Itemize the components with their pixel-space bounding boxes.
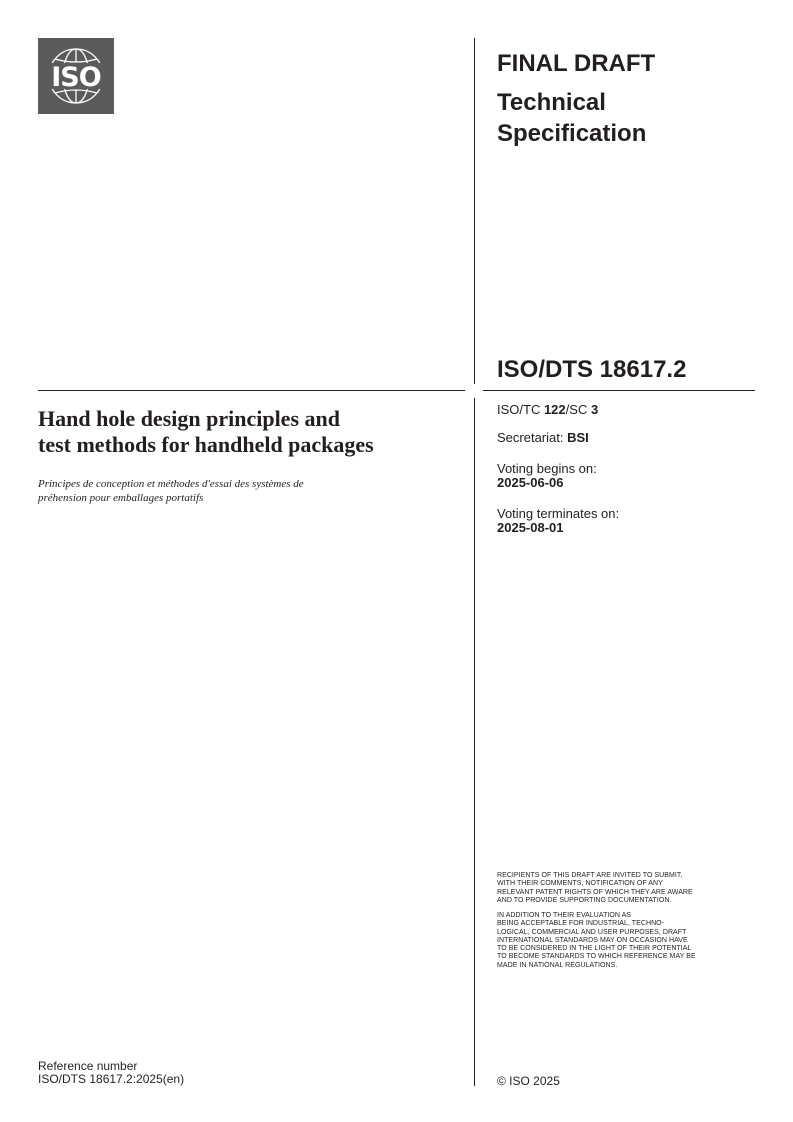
- french-title-line2: préhension pour emballages portatifs: [38, 492, 204, 504]
- notice-line: MADE IN NATIONAL REGULATIONS.: [497, 961, 618, 969]
- french-title-line1: Principes de conception et méthodes d'essai des systèmes de: [38, 478, 304, 490]
- notice-line: TO BE CONSIDERED IN THE LIGHT OF THEIR POTENTIAL: [497, 945, 692, 953]
- vertical-divider-bottom: [474, 398, 475, 1086]
- notice-line: RECIPIENTS OF THIS DRAFT ARE INVITED TO SUBMIT,: [497, 872, 683, 879]
- reference-number-label: Reference number: [38, 1059, 138, 1073]
- sc-prefix: /SC: [565, 402, 591, 417]
- notice-line: BEING ACCEPTABLE FOR INDUSTRIAL, TECHNO-: [497, 920, 665, 928]
- copyright: © ISO 2025: [497, 1074, 560, 1088]
- vertical-divider-top: [474, 38, 475, 384]
- notice-line: TO BECOME STANDARDS TO WHICH REFERENCE MAY BE: [497, 953, 696, 961]
- horizontal-divider-right: [483, 390, 755, 391]
- french-title: [38, 477, 463, 505]
- notice-line: INTERNATIONAL STANDARDS MAY ON OCCASION HAVE: [497, 936, 688, 944]
- globe-icon: [38, 38, 114, 114]
- notice-line: AND TO PROVIDE SUPPORTING DOCUMENTATION.: [497, 896, 672, 904]
- title-line2: test methods for handheld packages: [38, 432, 374, 457]
- notice-paragraph-1: [497, 872, 757, 905]
- iso-logo: [38, 38, 114, 114]
- reference-number-value: ISO/DTS 18617.2:2025(en): [38, 1072, 185, 1086]
- committee: [497, 402, 598, 417]
- notice-line: LOGICAL, COMMERCIAL AND USER PURPOSES, DRAFT: [497, 928, 687, 936]
- logo-text: ISO: [51, 62, 101, 93]
- notice-line: IN ADDITION TO THEIR EVALUATION AS: [497, 912, 632, 919]
- secretariat-label: Secretariat:: [497, 430, 568, 445]
- document-title: [38, 406, 463, 458]
- doc-stage: FINAL DRAFT: [497, 50, 656, 77]
- notice-line: RELEVANT PATENT RIGHTS OF WHICH THEY ARE AWARE: [497, 888, 693, 896]
- voting-begins-label: Voting begins on:: [497, 461, 597, 476]
- doc-type-line1: Technical: [497, 89, 606, 116]
- horizontal-divider-left: [38, 390, 465, 391]
- secretariat: [497, 430, 589, 445]
- voting-ends-label: Voting terminates on:: [497, 506, 620, 521]
- title-line1: Hand hole design principles and: [38, 406, 340, 431]
- notice-paragraph-2: [497, 912, 757, 970]
- doc-type-line2: Specification: [497, 120, 647, 147]
- secretariat-value: BSI: [567, 430, 589, 445]
- sc-number: 3: [590, 402, 599, 417]
- voting-ends-date: 2025-08-01: [497, 520, 564, 535]
- voting-begins-date: 2025-06-06: [497, 475, 564, 490]
- notice-line: WITH THEIR COMMENTS, NOTIFICATION OF ANY: [497, 880, 663, 888]
- standard-number: ISO/DTS 18617.2: [497, 356, 687, 383]
- tc-number: 122: [543, 402, 566, 417]
- committee-prefix: ISO/TC: [497, 402, 544, 417]
